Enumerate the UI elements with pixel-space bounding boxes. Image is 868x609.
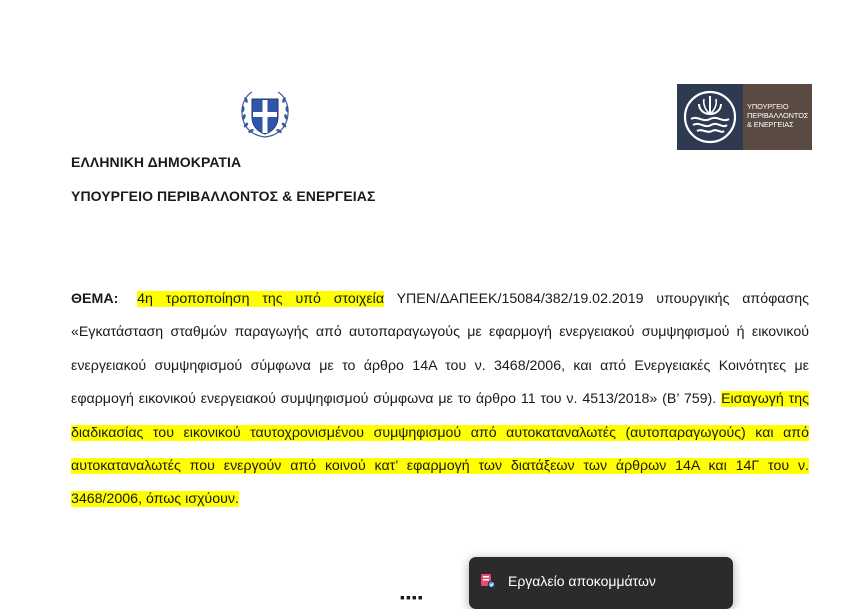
subject-text: ΥΠΕΝ/ΔΑΠΕΕΚ/15084/382/19.02.2019 υπουργικής απόφασης «Εγκατάσταση σταθμών παραγωγής από αυτοπαραγωγούς με εφαρμογή ενεργειακού συμψηφισμού ή εικονικού ενεργειακού συμψηφισμού σύμφωνα με το άρθρο 14Α του ν. 3468/2006, και από Ενεργειακές Κοινότητες με εφαρμογή εικονικού ενεργειακού συμψηφισμού σύμφωνα με το άρθρο 11 του ν. 4513/2018» (Β’ 759). bbox=[71, 291, 809, 408]
ministry-emblem-icon bbox=[677, 84, 743, 150]
cut-off-heading: ▪▪▪▪ bbox=[400, 589, 424, 605]
ministry-heading: ΥΠΟΥΡΓΕΙΟ ΠΕΡΙΒΑΛΛΟΝΤΟΣ & ΕΝΕΡΓΕΙΑΣ bbox=[71, 188, 376, 204]
subject-highlight-2: Εισαγωγή της διαδικασίας του εικονικού ταυτοχρονισμένου συμψηφισμού από αυτοκαταναλωτές (αυτοπαραγωγούς) και από αυτοκαταναλωτές που ενεργούν από κοινού κατ’ εφαρμογή των διατάξεων των άρθρων 14Α και 14Γ του ν. 3468/2006, όπως ισχύουν. bbox=[71, 391, 809, 508]
snipping-tool-icon bbox=[479, 572, 497, 590]
greek-coat-of-arms-icon bbox=[238, 87, 292, 141]
subject-highlight-1: 4η τροποποίηση της υπό στοιχεία bbox=[137, 291, 385, 307]
logo-line-2: ΠΕΡΙΒΑΛΛΟΝΤΟΣ bbox=[747, 111, 809, 120]
logo-line-3: & ΕΝΕΡΓΕΙΑΣ bbox=[747, 120, 794, 129]
ministry-logo-text bbox=[743, 84, 812, 150]
ministry-logo bbox=[677, 84, 812, 150]
snipping-tool-toast[interactable] bbox=[469, 557, 733, 609]
subject-paragraph bbox=[71, 283, 809, 517]
snipping-tool-label: Εργαλείο αποκομμάτων bbox=[508, 573, 656, 589]
logo-line-1: ΥΠΟΥΡΓΕΙΟ bbox=[747, 102, 789, 111]
country-heading: ΕΛΛΗΝΙΚΗ ΔΗΜΟΚΡΑΤΙΑ bbox=[71, 154, 242, 170]
subject-label: ΘΕΜΑ: bbox=[71, 291, 119, 307]
